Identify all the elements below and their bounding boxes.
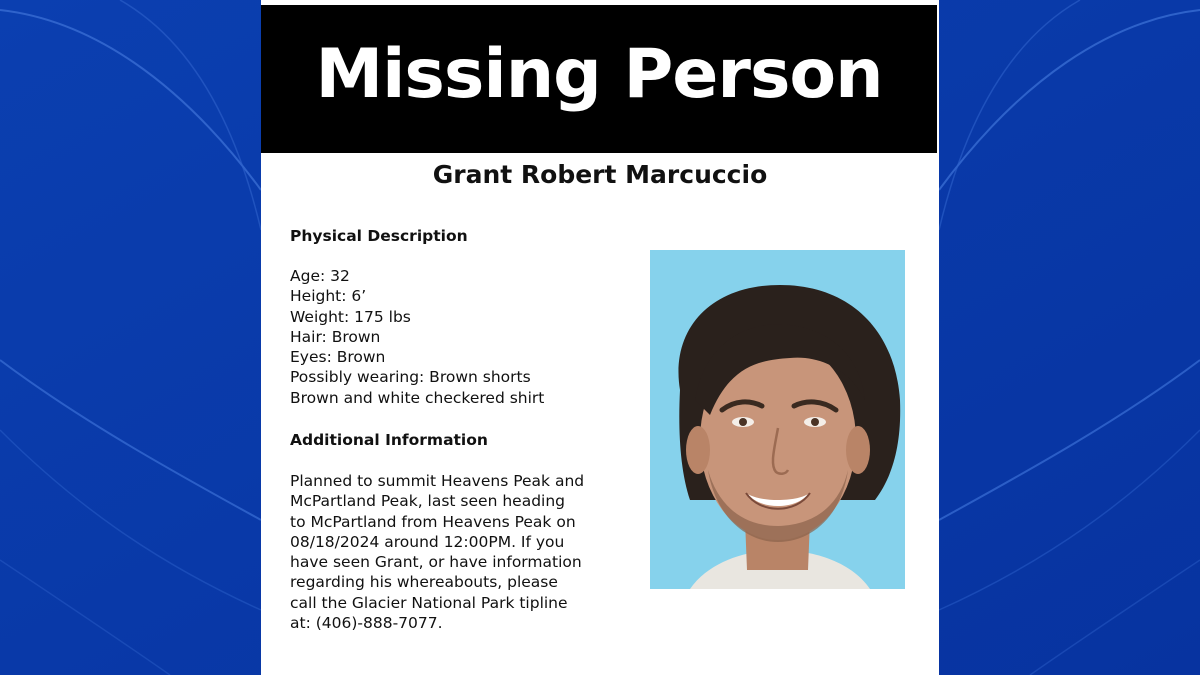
info-line: have seen Grant, or have information [290, 553, 582, 572]
description-line: Hair: Brown [290, 327, 381, 346]
poster-banner [261, 5, 937, 153]
description-line: Weight: 175 lbs [290, 307, 411, 326]
physical-description-list [290, 266, 544, 408]
info-line: regarding his whereabouts, please [290, 573, 558, 592]
description-line: Possibly wearing: Brown shorts [290, 368, 531, 387]
info-line: at: (406)-888-7077. [290, 614, 443, 633]
person-name: Grant Robert Marcuccio [432, 160, 768, 189]
missing-person-poster [261, 0, 939, 675]
description-line: Height: 6’ [290, 287, 367, 306]
info-line: call the Glacier National Park tipline [290, 593, 568, 612]
poster-title: Missing Person [315, 35, 883, 114]
info-line: McPartland Peak, last seen heading [290, 492, 565, 511]
person-photo [650, 250, 905, 589]
info-line: Planned to summit Heavens Peak and [290, 472, 585, 490]
portrait-illustration [650, 250, 905, 589]
description-line: Age: 32 [290, 267, 350, 285]
description-line: Brown and white checkered shirt [290, 388, 545, 407]
physical-description-heading: Physical Description [290, 227, 468, 245]
description-line: Eyes: Brown [290, 348, 386, 367]
info-line: to McPartland from Heavens Peak on [290, 512, 576, 531]
additional-information-text [290, 471, 610, 633]
info-line: 08/18/2024 around 12:00PM. If you [290, 532, 565, 551]
additional-information-heading: Additional Information [290, 431, 488, 449]
